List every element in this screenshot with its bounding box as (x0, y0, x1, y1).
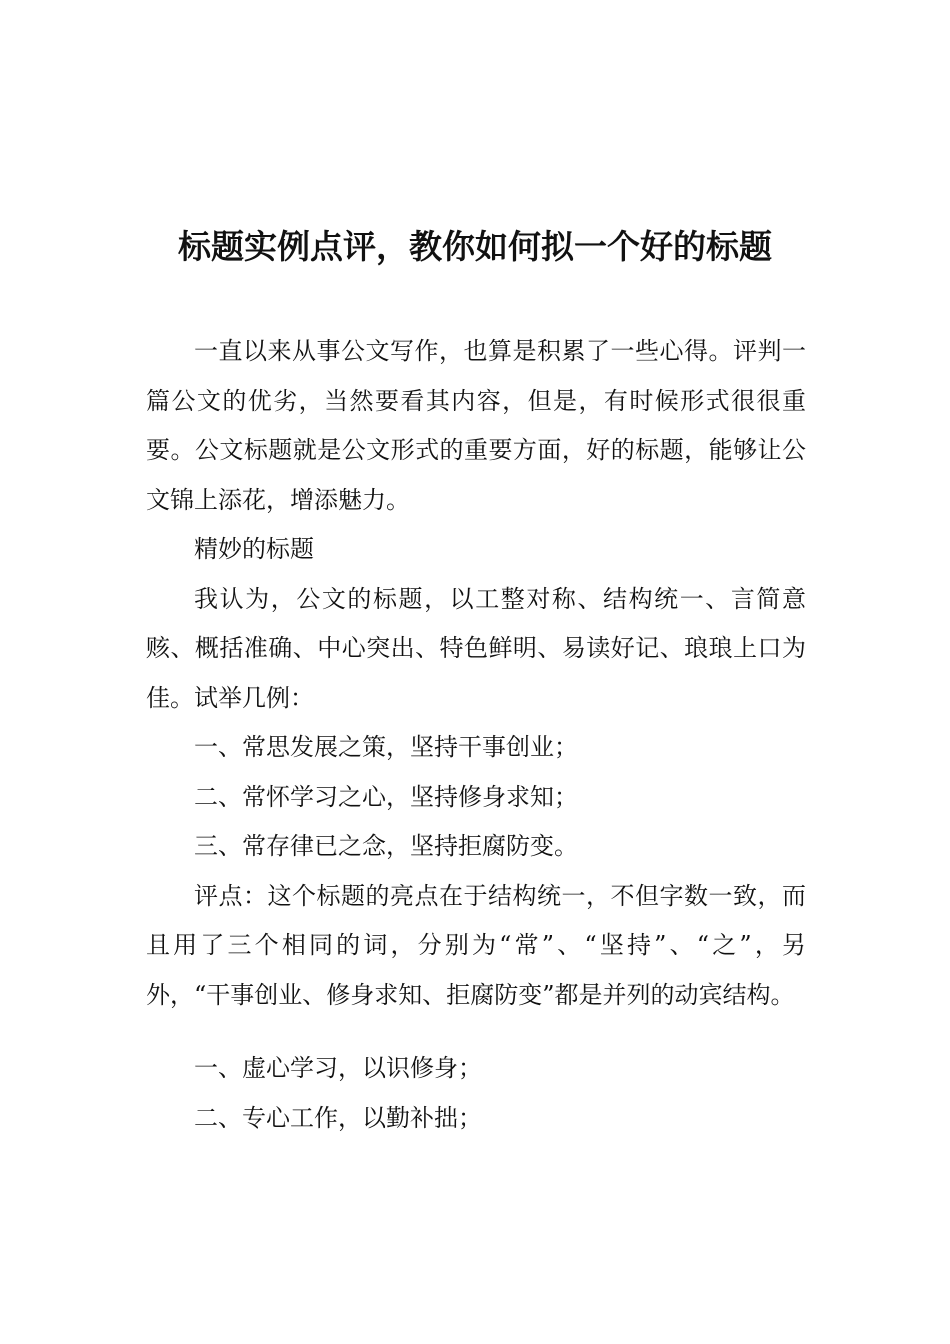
paragraph-opinion: 我认为，公文的标题，以工整对称、结构统一、言简意赅、概括准确、中心突出、特色鲜明、易读好记、琅琅上口为佳。试举几例： (146, 584, 806, 712)
example2-line-1: 一、虚心学习，以识修身； (194, 1054, 482, 1082)
document-body (146, 327, 806, 1143)
example2-line-2: 二、专心工作，以勤补拙； (194, 1103, 482, 1132)
example-line-2: 二、常怀学习之心，坚持修身求知； (194, 782, 578, 811)
paragraph-comment: 评点：这个标题的亮点在于结构统一，不但字数一致，而且用了三个相同的词，分别为“常”、“坚持”、“之”，另外，“干事创业、修身求知、拒腐防变”都是并列的动宾结构。 (146, 881, 806, 1009)
paragraph-gap (146, 1020, 806, 1044)
example-line-3: 三、常存律已之念，坚持拒腐防变。 (194, 832, 578, 860)
paragraph-intro: 一直以来从事公文写作，也算是积累了一些心得。评判一篇公文的优劣，当然要看其内容，但是，有时候形式很很重要。公文标题就是公文形式的重要方面，好的标题，能够让公文锦上添花，增添魅力。 (146, 337, 806, 514)
paragraph-subheading: 精妙的标题 (194, 535, 314, 563)
document-title: 标题实例点评，教你如何拟一个好的标题 (178, 227, 772, 266)
example-line-1: 一、常思发展之策，坚持干事创业； (194, 733, 578, 761)
